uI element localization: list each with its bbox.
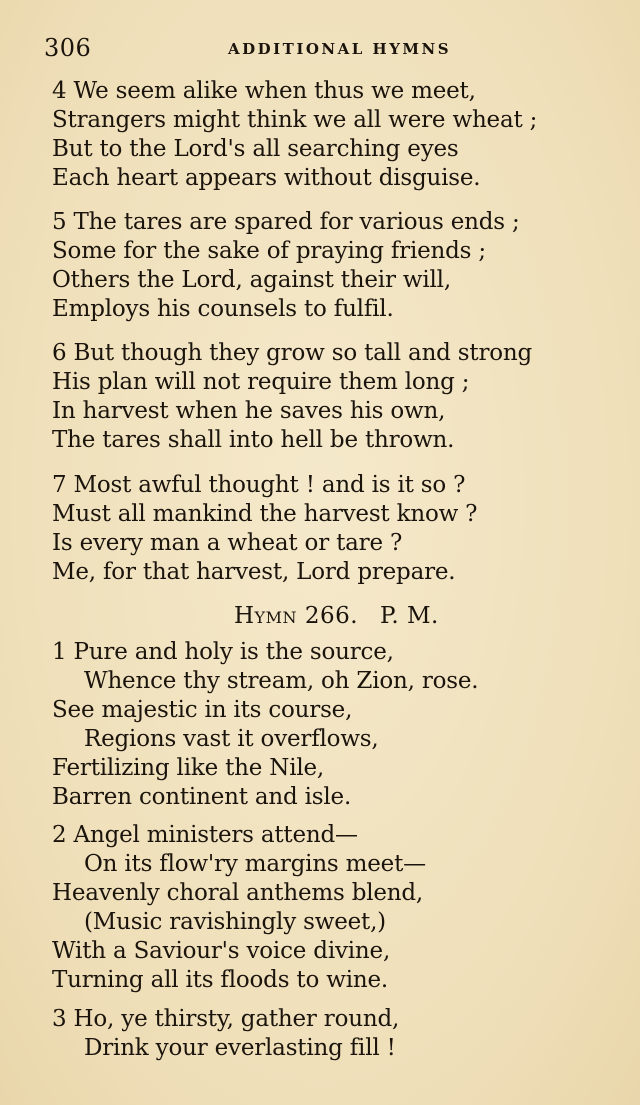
verse-line: 5 The tares are spared for various ends ; bbox=[52, 209, 520, 235]
verse-line: Heavenly choral anthems blend, bbox=[52, 880, 424, 906]
verse-line: On its flow'ry margins meet— bbox=[84, 851, 426, 877]
verse-line: The tares shall into hell be thrown. bbox=[52, 427, 455, 453]
page-number: 306 bbox=[44, 34, 92, 62]
verse-line: 6 But though they grow so tall and strong bbox=[52, 340, 533, 366]
verse-line: Me, for that harvest, Lord prepare. bbox=[52, 559, 456, 585]
verse-line: Employs his counsels to fulfil. bbox=[52, 296, 394, 322]
verse-line: Strangers might think we all were wheat ; bbox=[52, 107, 538, 133]
verse-line: Regions vast it overflows, bbox=[84, 726, 379, 752]
verse-line: In harvest when he saves his own, bbox=[52, 398, 446, 424]
hymn-heading bbox=[234, 602, 439, 630]
verse-line: See majestic in its course, bbox=[52, 697, 353, 723]
verse-line: 7 Most awful thought ! and is it so ? bbox=[52, 472, 466, 498]
verse-line: Whence thy stream, oh Zion, rose. bbox=[84, 668, 479, 694]
hymn-meter: P. M. bbox=[380, 603, 439, 629]
page-header bbox=[0, 34, 640, 64]
verse-line: 3 Ho, ye thirsty, gather round, bbox=[52, 1006, 400, 1032]
verse-line: Barren continent and isle. bbox=[52, 784, 352, 810]
verse-line: With a Saviour's voice divine, bbox=[52, 938, 391, 964]
verse-line: Some for the sake of praying friends ; bbox=[52, 238, 486, 264]
verse-line: Others the Lord, against their will, bbox=[52, 267, 451, 293]
verse-line: Must all mankind the harvest know ? bbox=[52, 501, 478, 527]
verse-line: 1 Pure and holy is the source, bbox=[52, 639, 394, 665]
verse-line: Fertilizing like the Nile, bbox=[52, 755, 325, 781]
verse-line: Drink your everlasting fill ! bbox=[84, 1035, 396, 1061]
verse-line: 4 We seem alike when thus we meet, bbox=[52, 78, 476, 104]
verse-line: 2 Angel ministers attend— bbox=[52, 822, 358, 848]
verse-line: Turning all its floods to wine. bbox=[52, 967, 388, 993]
verse-line: (Music ravishingly sweet,) bbox=[84, 909, 386, 935]
hymn-title: Hymn 266. bbox=[234, 603, 359, 629]
verse-line: Is every man a wheat or tare ? bbox=[52, 530, 403, 556]
verse-line: His plan will not require them long ; bbox=[52, 369, 470, 395]
verse-line: But to the Lord's all searching eyes bbox=[52, 136, 459, 162]
running-head: ADDITIONAL HYMNS bbox=[228, 40, 452, 58]
verse-line: Each heart appears without disguise. bbox=[52, 165, 481, 191]
